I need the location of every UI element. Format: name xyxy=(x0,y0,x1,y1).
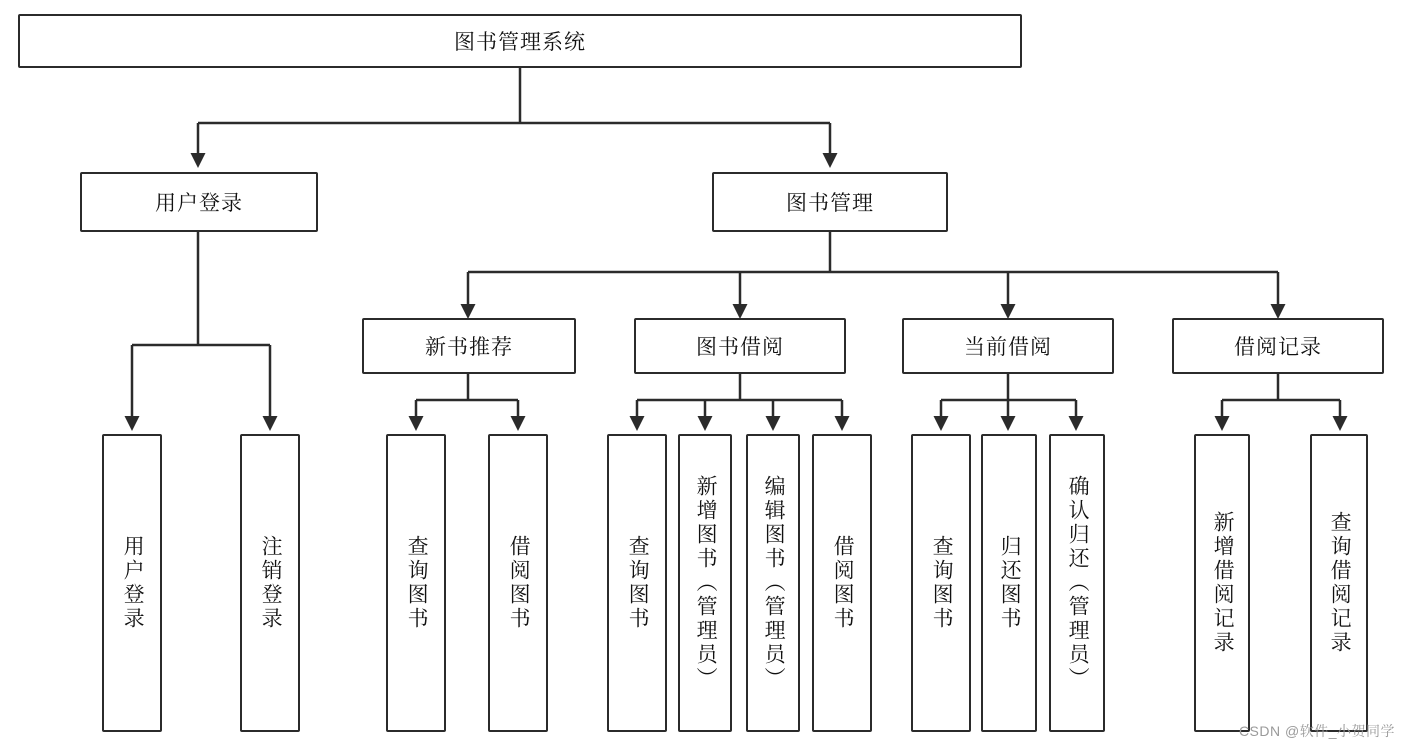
node-leaf-borrow-book-new[interactable] xyxy=(488,434,548,732)
node-leaf-borrow-book-new-label: 借阅图书 xyxy=(507,535,531,631)
node-leaf-query-book-current-label: 查询图书 xyxy=(930,535,954,631)
node-leaf-user-login[interactable] xyxy=(102,434,162,732)
node-leaf-query-book-current[interactable] xyxy=(911,434,971,732)
node-new-book-recommend[interactable] xyxy=(362,318,576,374)
node-root[interactable] xyxy=(18,14,1022,68)
node-leaf-query-book-borrow[interactable] xyxy=(607,434,667,732)
node-leaf-query-borrow-record[interactable] xyxy=(1310,434,1368,732)
node-leaf-add-borrow-record-label: 新增借阅记录 xyxy=(1211,511,1235,655)
node-leaf-confirm-return[interactable] xyxy=(1049,434,1105,732)
node-leaf-user-login-label: 用户登录 xyxy=(121,535,145,631)
node-new-book-recommend-label: 新书推荐 xyxy=(425,336,513,359)
node-leaf-query-book-new-label: 查询图书 xyxy=(405,535,429,631)
node-current-borrow[interactable] xyxy=(902,318,1114,374)
node-book-borrow-label: 图书借阅 xyxy=(696,336,784,359)
node-borrow-record-label: 借阅记录 xyxy=(1234,336,1322,359)
node-borrow-record[interactable] xyxy=(1172,318,1384,374)
node-leaf-borrow-book-label: 借阅图书 xyxy=(831,535,855,631)
node-leaf-confirm-return-label: 确认归还（管理员） xyxy=(1066,475,1090,691)
node-root-label: 图书管理系统 xyxy=(454,31,586,54)
node-leaf-add-book-label: 新增图书（管理员） xyxy=(694,475,718,691)
node-book-management-label: 图书管理 xyxy=(786,192,874,215)
node-leaf-add-book[interactable] xyxy=(678,434,732,732)
node-leaf-query-borrow-record-label: 查询借阅记录 xyxy=(1328,511,1352,655)
watermark: CSDN @软件_小贺同学 xyxy=(1238,723,1395,739)
node-leaf-query-book-new[interactable] xyxy=(386,434,446,732)
node-current-borrow-label: 当前借阅 xyxy=(964,336,1052,359)
node-leaf-return-book[interactable] xyxy=(981,434,1037,732)
node-leaf-edit-book-label: 编辑图书（管理员） xyxy=(762,475,786,691)
node-leaf-borrow-book[interactable] xyxy=(812,434,872,732)
node-book-management[interactable] xyxy=(712,172,948,232)
node-leaf-query-book-borrow-label: 查询图书 xyxy=(626,535,650,631)
node-leaf-edit-book[interactable] xyxy=(746,434,800,732)
node-leaf-logout[interactable] xyxy=(240,434,300,732)
node-book-borrow[interactable] xyxy=(634,318,846,374)
node-leaf-return-book-label: 归还图书 xyxy=(998,535,1022,631)
node-leaf-logout-label: 注销登录 xyxy=(259,535,283,631)
node-user-login[interactable] xyxy=(80,172,318,232)
node-leaf-add-borrow-record[interactable] xyxy=(1194,434,1250,732)
node-user-login-label: 用户登录 xyxy=(155,192,243,215)
